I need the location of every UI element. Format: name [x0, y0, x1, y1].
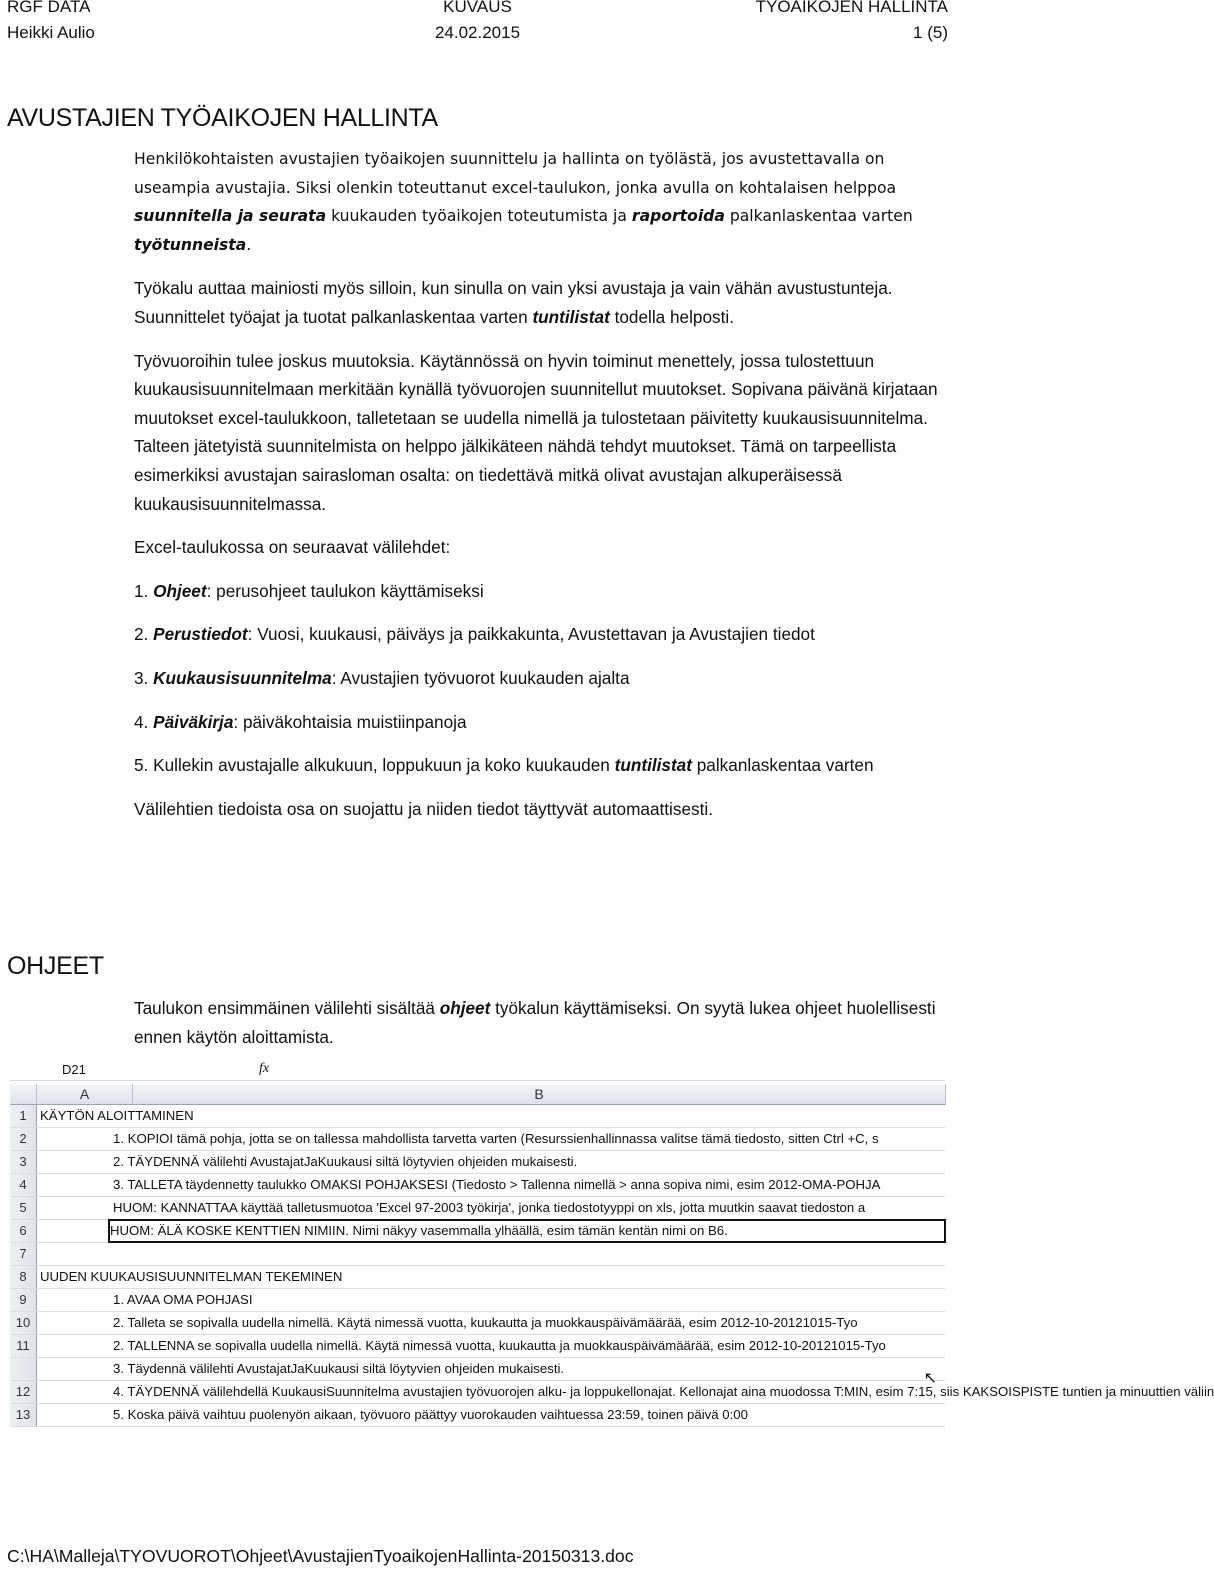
text-run: : päiväkohtaisia muistiinpanoja — [233, 711, 467, 732]
emphasis-text: tuntilistat — [532, 306, 610, 327]
sheet-cell: 1. KOPIOI tämä pohja, jotta se on tallessa mahdollista tarvetta varten (Resurssienhallinnassa valitse tämä tiedosto, sitten Ctrl +C, s — [113, 1131, 879, 1146]
sheet-row — [10, 1335, 945, 1358]
column-header-b: B — [133, 1084, 946, 1105]
header-date: 24.02.2015 — [434, 23, 521, 42]
section1-body — [134, 145, 946, 823]
sheet-row — [10, 1174, 945, 1197]
sheet-cell: HUOM: ÄLÄ KOSKE KENTTIEN NIMIIN. Nimi näkyy vasemmalla ylhäällä, esim tämän kentän nimi on B6. — [109, 1220, 945, 1242]
sheet-row — [10, 1358, 945, 1381]
sheet-cell: UUDEN KUUKAUSISUUNNITELMAN TEKEMINEN — [40, 1269, 343, 1284]
text-run: : Avustajien työvuorot kuukauden ajalta — [331, 667, 630, 688]
emphasis-text: Kuukausisuunnitelma — [153, 667, 332, 688]
sheet-row — [10, 1266, 945, 1289]
text-run: 5. Kullekin avustajalle alkukuun, loppukuun ja koko kuukauden — [134, 755, 615, 776]
row-number: 11 — [10, 1335, 37, 1357]
list-item — [134, 708, 946, 737]
mouse-cursor-icon: ↖ — [923, 1370, 937, 1387]
text-run: 1. — [134, 580, 154, 601]
sheet-cell: 2. TALLENNA se sopivalla uudella nimellä. Käytä nimessä vuotta, kuukautta ja muokkauspäivämäärää, esim 2012-10-20121015-Tyo — [113, 1338, 886, 1353]
sheet-cell: 3. TALLETA täydennetty taulukko OMAKSI POHJAKSESI (Tiedosto > Tallenna nimellä > anna sopiva nimi, esim 2012-OMA-POHJA — [113, 1177, 881, 1192]
text-run: palkanlaskentaa varten — [724, 207, 913, 226]
sheet-row — [10, 1381, 1214, 1404]
header-author: Heikki Aulio — [7, 23, 95, 42]
row-number: 3 — [10, 1151, 37, 1173]
sheet-row — [10, 1312, 945, 1335]
text-run: Taulukon ensimmäinen välilehti sisältää — [134, 998, 440, 1018]
header-company: RGF DATA — [7, 0, 91, 16]
row-number: 7 — [10, 1243, 37, 1265]
section-title-2: OHJEET — [7, 952, 104, 980]
text-run: . — [246, 235, 252, 254]
list-item — [134, 664, 946, 693]
row-number — [10, 1358, 37, 1380]
emphasis-text: Perustiedot — [153, 624, 248, 645]
sheet-row — [10, 1289, 945, 1312]
sheet-row — [10, 1243, 945, 1266]
sheet-row — [10, 1197, 945, 1220]
paragraph-changes — [134, 347, 946, 519]
paragraph-protected — [134, 795, 946, 824]
row-number: 8 — [10, 1266, 37, 1288]
paragraph-tabs-intro — [134, 533, 946, 562]
footer-file-path: C:\HA\Malleja\TYOVUOROT\Ohjeet\AvustajienTyoaikojenHallinta-20150313.doc — [7, 1546, 634, 1566]
text-run: : perusohjeet taulukon käyttämiseksi — [206, 580, 484, 601]
sheet-cell: 2. Talleta se sopivalla uudella nimellä. Käytä nimessä vuotta, kuukautta ja muokkauspäivämäärää, esim 2012-10-20121015-Tyo — [113, 1315, 858, 1330]
fx-icon: fx — [259, 1061, 270, 1076]
row-number: 12 — [10, 1381, 37, 1403]
text-run: : Vuosi, kuukausi, päiväys ja paikkakunta, Avustettavan ja Avustajien tiedot — [247, 624, 815, 645]
paragraph-instructions — [134, 994, 946, 1051]
corner-header — [10, 1084, 37, 1105]
spreadsheet-screenshot — [10, 1060, 1214, 1422]
list-item — [134, 751, 946, 780]
section2-body — [134, 994, 946, 1051]
row-number: 2 — [10, 1128, 37, 1150]
sheet-row — [10, 1105, 945, 1128]
column-header-a: A — [37, 1084, 133, 1105]
intro-paragraph — [134, 145, 946, 259]
paragraph-single-assistant — [134, 274, 946, 331]
row-number: 5 — [10, 1197, 37, 1219]
sheet-row — [10, 1128, 945, 1151]
emphasis-text: Päiväkirja — [153, 711, 234, 732]
text-run: Henkilökohtaisten avustajien työaikojen suunnittelu ja hallinta on työlästä, jos avustettavalla on useampia avustajia. Siksi olenkin toteuttanut excel-taulukon, jonka avulla on kohtalaisen helppoa — [134, 150, 897, 197]
text-run: Työvuoroihin tulee joskus muutoksia. Käytännössä on hyvin toiminut menettely, jossa tulostettuun kuukausisuunnitelmaan merkitään kynällä työvuorojen suunnitellut muutokset. Sopivana päivänä kirjataan muutokset excel-taulukkoon, talletetaan se uudella nimellä ja tulostetaan päivitetty kuukausisuunnitelma. Talteen jätetyistä suunnitelmista on helppo jälkikäteen nähdä tehdyt muutokset. Tämä on tarpeellista esimerkiksi avustajan sairasloman osalta: on tiedettävä mitkä olivat avustajan alkuperäisessä kuukausisuunnitelmassa. — [134, 350, 938, 514]
sheet-row — [10, 1151, 945, 1174]
header-doc-type: KUVAUS — [443, 0, 512, 16]
row-number: 6 — [10, 1220, 37, 1242]
header-page-number: 1 (5) — [913, 23, 948, 42]
header-doc-title: TYOAIKOJEN HALLINTA — [755, 0, 948, 16]
text-run: Välilehtien tiedoista osa on suojattu ja niiden tiedot täyttyvät automaattisesti. — [134, 798, 713, 819]
text-run: Työkalu auttaa mainiosti myös silloin, kun sinulla on vain yksi avustaja ja vain vähän avustustunteja. Suunnittelet työajat ja tuotat palkanlaskentaa varten — [134, 278, 893, 327]
formula-bar — [10, 1060, 945, 1081]
row-number: 9 — [10, 1289, 37, 1311]
sheet-row — [10, 1220, 945, 1243]
row-number: 13 — [10, 1404, 37, 1426]
sheet-row — [10, 1404, 945, 1427]
sheet-cell: 1. AVAA OMA POHJASI — [113, 1292, 253, 1307]
sheet-cell: 3. Täydennä välilehti AvustajatJaKuukausi siltä löytyvien ohjeiden mukaisesti. — [113, 1361, 565, 1376]
emphasis-text: Ohjeet — [153, 580, 207, 601]
text-run: todella helposti. — [609, 306, 735, 327]
text-run: Excel-taulukossa on seuraavat välilehdet: — [134, 537, 451, 558]
text-run: 3. — [134, 667, 154, 688]
sheet-cell: 2. TÄYDENNÄ välilehti AvustajatJaKuukausi siltä löytyvien ohjeiden mukaisesti. — [113, 1154, 578, 1169]
sheet-cell: 4. TÄYDENNÄ välilehdellä KuukausiSuunnitelma avustajien työvuorojen alku- ja loppukellonajat. Kellonajat aina muodossa T:MIN, esim 7:15, siis KAKSOISPISTE tuntien ja minuuttien väliin — [113, 1384, 1214, 1399]
row-number: 4 — [10, 1174, 37, 1196]
text-run: 4. — [134, 711, 154, 732]
sheet-rows — [10, 1105, 1214, 1427]
emphasis-text: raportoida — [631, 207, 725, 226]
section-title-1: AVUSTAJIEN TYÖAIKOJEN HALLINTA — [7, 104, 438, 132]
text-run: palkanlaskentaa varten — [691, 755, 874, 776]
sheet-cell: HUOM: KANNATTAA käyttää talletusmuotoa 'Excel 97-2003 työkirja', jonka tiedostotyyppi on xls, jotta muutkin saavat tiedoston a — [113, 1200, 866, 1215]
text-run: 2. — [134, 624, 154, 645]
sheet-cell: 5. Koska päivä vaihtuu puolenyön aikaan, työvuoro päättyy vuorokauden vaihtuessa 23:59, toinen päivä 0:00 — [113, 1407, 748, 1422]
sheet-cell: KÄYTÖN ALOITTAMINEN — [40, 1108, 194, 1123]
row-number: 10 — [10, 1312, 37, 1334]
list-item — [134, 620, 946, 649]
tabs-list — [134, 577, 946, 780]
row-number: 1 — [10, 1105, 37, 1127]
emphasis-text: työtunneista — [134, 235, 247, 254]
name-box: D21 — [62, 1062, 86, 1077]
emphasis-text: ohjeet — [439, 998, 491, 1018]
text-run: kuukauden työaikojen toteutumista ja — [326, 207, 632, 226]
emphasis-text: tuntilistat — [614, 755, 692, 776]
list-item — [134, 577, 946, 606]
emphasis-text: suunnitella ja seurata — [134, 207, 327, 226]
text-run: työkalun käyttämiseksi. On syytä lukea ohjeet huolellisesti ennen käytön aloittamista. — [134, 998, 936, 1047]
